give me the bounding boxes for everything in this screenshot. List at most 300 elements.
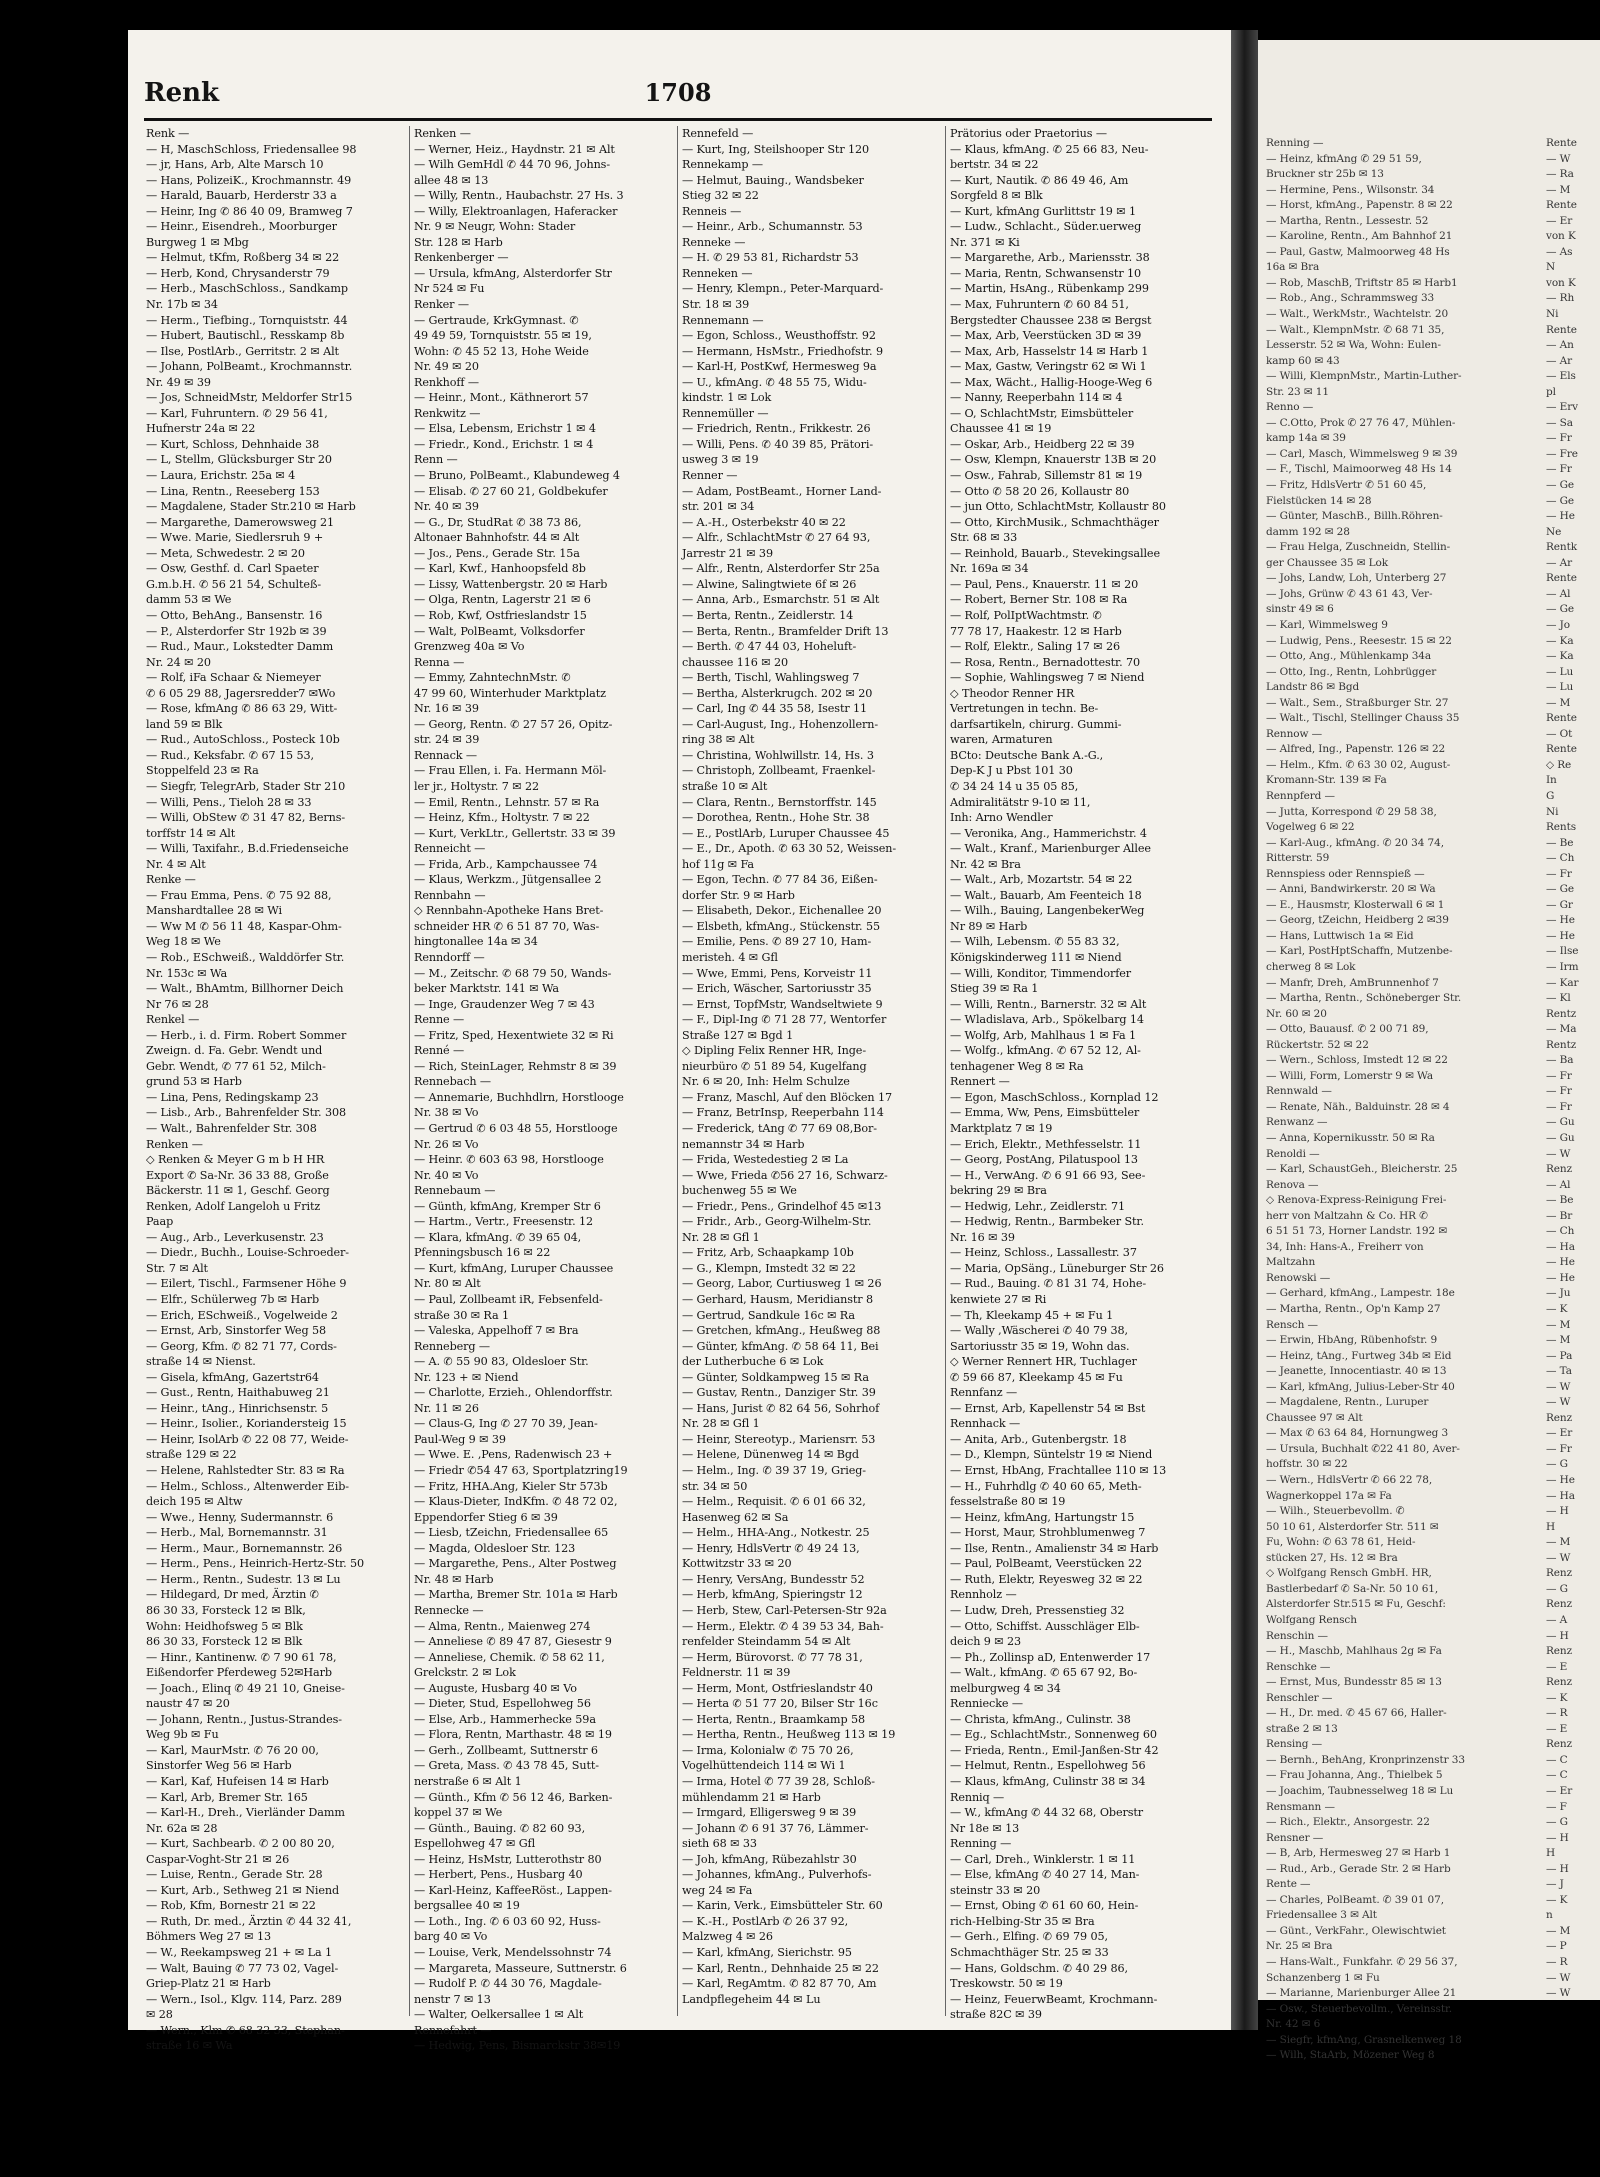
directory-entry: — Rudolf P. ✆ 44 30 76, Magdale- — [414, 1977, 602, 1991]
directory-entry: Rensmann — — [1266, 1800, 1335, 1813]
directory-entry: Nr. 40 ✉ 39 — [414, 500, 479, 514]
directory-entry: ◇ Re — [1546, 758, 1572, 771]
directory-entry: — Wern., HdlsVertr ✆ 66 22 78, — [1266, 1474, 1433, 1487]
directory-entry: — Nanny, Reeperbahn 114 ✉ 4 — [950, 391, 1123, 405]
directory-entry: ◇ Wolfgang Rensch GmbH. HR, — [1266, 1567, 1432, 1580]
directory-entry: — Claus-G, Ing ✆ 27 70 39, Jean- — [414, 1417, 598, 1431]
directory-entry: — Osw., Fahrab, Sillemstr 81 ✉ 19 — [950, 469, 1143, 483]
directory-entry: nemannstr 34 ✉ Harb — [682, 1137, 805, 1151]
directory-entry: — Ww M ✆ 56 11 48, Kaspar-Ohm- — [146, 919, 342, 933]
directory-entry: — W., Reekampsweg 21 + ✉ La 1 — [146, 1945, 333, 1959]
directory-entry: — Reinhold, Bauarb., Stevekingsallee — [950, 546, 1160, 560]
directory-entry: Paap — [146, 1215, 174, 1229]
directory-entry: — Laura, Erichstr. 25a ✉ 4 — [146, 469, 296, 483]
directory-entry: — Helm., HHA-Ang., Notkestr. 25 — [682, 1526, 870, 1540]
directory-entry: Treskowstr. 50 ✉ 19 — [950, 1977, 1063, 1991]
directory-entry: — Erwin, HbAng, Rübenhofstr. 9 — [1266, 1334, 1438, 1347]
directory-entry: — Ursula, kfmAng, Alsterdorfer Str — [414, 266, 612, 280]
directory-entry: nerstraße 6 ✉ Alt 1 — [414, 1774, 522, 1788]
directory-entry: — Ludwig, Pens., Reesestr. 15 ✉ 22 — [1266, 634, 1452, 647]
directory-entry: von K — [1546, 276, 1576, 289]
directory-entry: — Rolf, Elektr., Saling 17 ✉ 26 — [950, 640, 1121, 654]
directory-entry: G.m.b.H. ✆ 56 21 54, Schulteß- — [146, 577, 321, 591]
directory-entry: — Wwe. E. ,Pens, Radenwisch 23 + — [414, 1448, 613, 1462]
directory-entry: — Herta ✆ 51 77 20, Bilser Str 16c — [682, 1697, 878, 1711]
directory-entry: — Kar — [1546, 976, 1579, 989]
directory-entry: — Horst, Maur, Strohblumenweg 7 — [950, 1526, 1146, 1540]
directory-entry: — Kurt, Sachbearb. ✆ 2 00 80 20, — [146, 1837, 335, 1851]
directory-entry: — Ka — [1546, 634, 1574, 647]
directory-entry: — Walt., Sem., Straßburger Str. 27 — [1266, 696, 1449, 709]
directory-entry: — Ilse — [1546, 945, 1579, 958]
directory-entry: — Willi, ObStew ✆ 31 47 82, Berns- — [146, 811, 346, 825]
directory-entry: Stieg 39 ✉ Ra 1 — [950, 982, 1039, 996]
directory-entry: — Margarethe, Arb., Mariensstr. 38 — [950, 251, 1150, 265]
directory-entry: — Willy, Rentn., Haubachstr. 27 Hs. 3 — [414, 189, 624, 203]
directory-entry: — He — [1546, 929, 1575, 942]
directory-entry: Rensing — — [1266, 1738, 1323, 1751]
directory-entry: — Wilh., Bauing, LangenbekerWeg — [950, 904, 1145, 918]
directory-entry: — Ge — [1546, 883, 1575, 896]
directory-entry: — Günth., Bauing. ✆ 82 60 93, — [414, 1821, 586, 1835]
directory-entry: — Walt., Tischl, Stellinger Chauss 35 — [1266, 712, 1460, 725]
directory-entry: — Wwe. Marie, Siedlersruh 9 + — [146, 531, 324, 545]
directory-entry: — Elsa, Lebensm, Erichstr 1 ✉ 4 — [414, 422, 596, 436]
directory-entry: — Jeanette, Innocentiastr. 40 ✉ 13 — [1266, 1365, 1447, 1378]
directory-entry: Sinstorfer Weg 56 ✉ Harb — [146, 1759, 292, 1773]
directory-entry: — Helm., Requisit. ✆ 6 01 66 32, — [682, 1495, 866, 1509]
directory-entry: — Ruth, Elektr, Reyesweg 32 ✉ 22 — [950, 1572, 1143, 1586]
directory-entry: Admiralitätstr 9-10 ✉ 11, — [950, 795, 1091, 809]
directory-entry: Hufnerstr 24a ✉ 22 — [146, 422, 256, 436]
directory-entry: bekring 29 ✉ Bra — [950, 1184, 1047, 1198]
directory-entry: koppel 37 ✉ We — [414, 1806, 503, 1820]
directory-entry: — Walt., KlempnMstr. ✆ 68 71 35, — [1266, 323, 1445, 336]
directory-entry: — Frieda, Rentn., Emil-Janßen-Str 42 — [950, 1743, 1159, 1757]
directory-entry: straße 16 ✉ Wa — [146, 2039, 233, 2053]
facing-page-column-1 — [1262, 136, 1538, 2062]
directory-entry: Caspar-Voght-Str 21 ✉ 26 — [146, 1852, 290, 1866]
directory-entry: sinstr 49 ✉ 6 — [1266, 603, 1334, 616]
directory-entry: — Wilh., Steuerbevollm. ✆ — [1266, 1505, 1405, 1518]
directory-entry: — Herb., i. d. Firm. Robert Sommer — [146, 1028, 347, 1042]
directory-entry: — Dieter, Stud, Espellohweg 56 — [414, 1697, 591, 1711]
directory-entry: — Johannes, kfmAng., Pulverhofs- — [682, 1868, 872, 1882]
directory-entry: — Ernst, Arb, Sinstorfer Weg 58 — [146, 1324, 327, 1338]
directory-entry: In — [1546, 774, 1557, 787]
directory-entry: — Valeska, Appelhoff 7 ✉ Bra — [414, 1324, 579, 1338]
directory-entry: — Er — [1546, 1427, 1573, 1440]
directory-entry: — Jo — [1546, 618, 1570, 631]
directory-entry: — Rolf, iFa Schaar & Niemeyer — [146, 671, 321, 685]
directory-entry: land 59 ✉ Blk — [146, 717, 223, 731]
directory-entry: Bäckerstr. 11 ✉ 1, Geschf. Georg — [146, 1184, 330, 1198]
directory-entry: — Emmy, ZahntechnMstr. ✆ — [414, 671, 571, 685]
directory-entry: hoffstr. 30 ✉ 22 — [1266, 1458, 1348, 1471]
directory-entry: Renz — [1546, 1598, 1573, 1611]
directory-entry: — Carl, Masch, Wimmelsweg 9 ✉ 39 — [1266, 447, 1458, 460]
directory-entry: — Henry, Klempn., Peter-Marquard- — [682, 282, 884, 296]
directory-entry: Nr 18e ✉ 13 — [950, 1821, 1020, 1835]
directory-entry: Nr. 80 ✉ Alt — [414, 1277, 481, 1291]
directory-entry: Sorgfeld 8 ✉ Blk — [950, 189, 1043, 203]
directory-entry: — Willi, Taxifahr., B.d.Friedenseiche — [146, 842, 349, 856]
directory-entry: — Er — [1546, 214, 1573, 227]
directory-entry: — Dorothea, Rentn., Hohe Str. 38 — [682, 811, 870, 825]
directory-entry: — Hans, Luttwisch 1a ✉ Eid — [1266, 929, 1414, 942]
directory-entry: — Johs, Landw, Loh, Unterberg 27 — [1266, 572, 1447, 585]
directory-entry: Dep-K J u Pbst 101 30 — [950, 764, 1073, 778]
directory-entry: — Wern., Schloss, Imstedt 12 ✉ 22 — [1266, 1054, 1448, 1067]
directory-entry: — Helm., Kfm. ✆ 63 30 02, August- — [1266, 758, 1451, 771]
directory-entry: str. 34 ✉ 50 — [682, 1479, 748, 1493]
directory-entry: — Hermine, Pens., Wilsonstr. 34 — [1266, 183, 1435, 196]
directory-entry: — Aug., Arb., Leverkusenstr. 23 — [146, 1230, 324, 1244]
directory-entry: kenwiete 27 ✉ Ri — [950, 1293, 1047, 1307]
directory-entry: Nr 89 ✉ Harb — [950, 919, 1028, 933]
directory-entry: nenstr 7 ✉ 13 — [414, 1992, 491, 2006]
directory-entry: — Berta, Rentn., Zeidlerstr. 14 — [682, 608, 854, 622]
directory-entry: — H., VerwAng. ✆ 6 91 66 93, See- — [950, 1168, 1146, 1182]
directory-entry: — A. ✆ 55 90 83, Oldesloer Str. — [414, 1355, 589, 1369]
directory-entry: Prätorius oder Praetorius — — [950, 127, 1107, 140]
directory-entry: — Veronika, Ang., Hammerichstr. 4 — [950, 826, 1147, 840]
directory-entry: — Henry, HdlsVertr ✆ 49 24 13, — [682, 1541, 860, 1555]
directory-entry: — Er — [1546, 1784, 1573, 1797]
directory-entry: Rente — [1546, 712, 1577, 725]
directory-entry: — Wolfg., kfmAng. ✆ 67 52 12, Al- — [950, 1044, 1141, 1058]
directory-entry: — W — [1546, 1396, 1571, 1409]
directory-entry: Renschke — — [1266, 1660, 1331, 1673]
directory-entry: — Rob, Kfm, Bornestr 21 ✉ 22 — [146, 1899, 316, 1913]
directory-entry: — Rud., Keksfabr. ✆ 67 15 53, — [146, 748, 315, 762]
directory-entry: Rennemüller — — [682, 406, 769, 420]
directory-entry: — Günter, MaschB., Billh.Röhren- — [1266, 510, 1443, 523]
directory-entry: ◇ Renova-Express-Reinigung Frei- — [1266, 1194, 1447, 1207]
directory-entry: Pfenningsbusch 16 ✉ 22 — [414, 1246, 551, 1260]
directory-entry: — Gu — [1546, 1116, 1575, 1129]
directory-entry: — Rob, Kwf, Ostfrieslandstr 15 — [414, 608, 587, 622]
directory-entry: ✉ 28 — [146, 2008, 173, 2022]
directory-entry: — K — [1546, 1893, 1568, 1906]
directory-entry: — Alfr., SchlachtMstr ✆ 27 64 93, — [682, 531, 871, 545]
directory-entry: — Luise, Rentn., Gerade Str. 28 — [146, 1868, 323, 1882]
directory-entry: — Martha, Rentn., Schöneberger Str. — [1266, 992, 1462, 1005]
directory-entry: — Berth. ✆ 47 44 03, Hoheluft- — [682, 640, 857, 654]
directory-entry: — P — [1546, 1940, 1567, 1953]
directory-entry: — Otto, Ang., Mühlenkamp 34a — [1266, 650, 1432, 663]
directory-entry: — Ta — [1546, 1365, 1572, 1378]
directory-entry: — Al — [1546, 587, 1571, 600]
directory-entry: — R — [1546, 1955, 1568, 1968]
directory-entry: — Fr — [1546, 1069, 1572, 1082]
directory-entry: — Rolf, PolIptWachtmstr. ✆ — [950, 608, 1102, 622]
directory-entry: — C — [1546, 1769, 1568, 1782]
directory-entry: — Erich, ESchweiß., Vogelweide 2 — [146, 1308, 338, 1322]
directory-entry: Rennwald — — [1266, 1085, 1332, 1098]
directory-entry: — Christoph, Zollbeamt, Fraenkel- — [682, 764, 876, 778]
directory-entry: — Alfred, Ing., Papenstr. 126 ✉ 22 — [1266, 743, 1446, 756]
directory-entry: — Hans, Goldschm. ✆ 40 29 86, — [950, 1961, 1128, 1975]
directory-entry: — Jos., Pens., Gerade Str. 15a — [414, 546, 580, 560]
directory-entry: steinstr 33 ✉ 20 — [950, 1883, 1041, 1897]
directory-entry: — Ernst, HbAng, Frachtallee 110 ✉ 13 — [950, 1464, 1167, 1478]
directory-entry: — Liesb, tZeichn, Friedensallee 65 — [414, 1526, 609, 1540]
directory-entry: kamp 14a ✉ 39 — [1266, 432, 1346, 445]
directory-entry: — Adam, PostBeamt., Horner Land- — [682, 484, 882, 498]
directory-entry: — Ludw, Dreh, Pressenstieg 32 — [950, 1603, 1125, 1617]
directory-entry: — Osw, Klempn, Knauerstr 13B ✉ 20 — [950, 453, 1157, 467]
directory-entry: — Martha, Bremer Str. 101a ✉ Harb — [414, 1588, 618, 1602]
directory-entry: fesselstraße 80 ✉ 19 — [950, 1495, 1066, 1509]
directory-entry: — Christa, kfmAng., Culinstr. 38 — [950, 1712, 1131, 1726]
directory-entry: Nr. 62a ✉ 28 — [146, 1821, 218, 1835]
directory-entry: Zweign. d. Fa. Gebr. Wendt und — [146, 1044, 323, 1058]
directory-entry: beker Marktstr. 141 ✉ Wa — [414, 982, 559, 996]
directory-entry: Jarrestr 21 ✉ 39 — [682, 546, 773, 560]
directory-entry: — Flora, Rentn, Marthastr. 48 ✉ 19 — [414, 1728, 612, 1742]
directory-entry: — Ernst, TopfMstr, Wandseltwiete 9 — [682, 997, 883, 1011]
directory-entry: — Auguste, Husbarg 40 ✉ Vo — [414, 1681, 577, 1695]
directory-entry: — Hans-Walt., Funkfahr. ✆ 29 56 37, — [1266, 1955, 1458, 1968]
directory-entry: — Friedr ✆54 47 63, Sportplatzring19 — [414, 1464, 628, 1478]
directory-entry: Renndorff — — [414, 950, 485, 964]
directory-entry: — Gretchen, kfmAng., Heußweg 88 — [682, 1324, 881, 1338]
directory-entry: — Egon, Techn. ✆ 77 84 36, Eißen- — [682, 873, 878, 887]
directory-entry: — E., Dr., Apoth. ✆ 63 30 52, Weissen- — [682, 842, 897, 856]
directory-entry: hof 11g ✉ Fa — [682, 857, 754, 871]
directory-entry: herr von Maltzahn & Co. HR ✆ — [1266, 1209, 1428, 1222]
directory-entry: — Rich., Elektr., Ansorgestr. 22 — [1266, 1816, 1430, 1829]
directory-entry: Nr. 9 ✉ Neugr, Wohn: Stader — [414, 220, 576, 234]
directory-entry: barg 40 ✉ Vo — [414, 1930, 488, 1944]
directory-entry: — Herm., Rentn., Sudestr. 13 ✉ Lu — [146, 1572, 341, 1586]
directory-entry: — Kurt, VerkLtr., Gellertstr. 33 ✉ 39 — [414, 826, 616, 840]
directory-entry: — Rud., Maur., Lokstedter Damm — [146, 640, 334, 654]
directory-entry: — F., Dipl-Ing ✆ 71 28 77, Wentorfer — [682, 1013, 887, 1027]
directory-entry: — Kurt, kfmAng Gurlittstr 19 ✉ 1 — [950, 204, 1136, 218]
directory-entry: Renz — [1546, 1163, 1573, 1176]
directory-entry: Renné — — [414, 1044, 465, 1058]
directory-entry: — Helene, Rahlstedter Str. 83 ✉ Ra — [146, 1464, 345, 1478]
directory-entry: Renken, Adolf Langeloh u Fritz — [146, 1199, 321, 1213]
directory-entry: Chaussee 97 ✉ Alt — [1266, 1411, 1363, 1424]
directory-entry: — B, Arb, Hermesweg 27 ✉ Harb 1 — [1266, 1847, 1451, 1860]
directory-entry: — Robert, Berner Str. 108 ✉ Ra — [950, 593, 1128, 607]
directory-entry: Marktplatz 7 ✉ 19 — [950, 1122, 1053, 1135]
directory-entry: Rennfanz — — [950, 1386, 1018, 1400]
directory-entry: Str. 68 ✉ 33 — [950, 531, 1018, 545]
directory-entry: — Berth, Tischl, Wahlingsweg 7 — [682, 671, 860, 685]
directory-entry: deich 195 ✉ Altw — [146, 1495, 243, 1509]
directory-column-2 — [410, 126, 678, 2053]
directory-entry: — Friedrich, Rentn., Frikkestr. 26 — [682, 422, 871, 436]
directory-entry: — J — [1546, 1878, 1564, 1891]
directory-entry: — Günth, kfmAng, Kremper Str 6 — [414, 1199, 601, 1213]
directory-entry: — Heinr., tAng., Hinrichsenstr. 5 — [146, 1401, 329, 1415]
directory-entry: — Karl, Wimmelsweg 9 — [1266, 618, 1388, 631]
directory-entry: — Magdalene, Rentn., Luruper — [1266, 1396, 1429, 1409]
directory-entry: ✆ 59 66 87, Kleekamp 45 ✉ Fu — [950, 1370, 1123, 1384]
directory-entry: — Gertrud ✆ 6 03 48 55, Horstlooge — [414, 1122, 618, 1135]
directory-entry: — Ka — [1546, 650, 1574, 663]
directory-entry: — R — [1546, 1707, 1568, 1720]
directory-entry: — Friedr., Pens., Grindelhof 45 ✉13 — [682, 1199, 882, 1213]
directory-entry: — Otto, Bauausf. ✆ 2 00 71 89, — [1266, 1023, 1429, 1036]
directory-entry: — M — [1546, 183, 1571, 196]
directory-entry: 6 51 51 73, Horner Landstr. 192 ✉ — [1266, 1225, 1448, 1238]
directory-entry: — Maria, OpSäng., Lüneburger Str 26 — [950, 1261, 1164, 1275]
directory-entry: Fielstücken 14 ✉ 28 — [1266, 494, 1372, 507]
directory-entry: — Franz, BetrInsp, Reeperbahn 114 — [682, 1106, 884, 1120]
directory-entry: Renz — [1546, 1676, 1573, 1689]
directory-entry: — Karl, MaurMstr. ✆ 76 20 00, — [146, 1743, 319, 1757]
directory-entry: Nr. 49 ✉ 20 — [414, 360, 479, 374]
directory-entry: — W., kfmAng ✆ 44 32 68, Oberstr — [950, 1806, 1144, 1820]
directory-entry: Renkenberger — — [414, 251, 509, 265]
directory-entry: — Herb, Kond, Chrysanderstr 79 — [146, 266, 330, 280]
directory-entry: Landstr 86 ✉ Bgd — [1266, 681, 1360, 694]
directory-entry: — H., Dr. med. ✆ 45 67 66, Haller- — [1266, 1707, 1447, 1720]
directory-entry: hingtonallee 14a ✉ 34 — [414, 935, 538, 949]
directory-entry: — Heinz, tAng., Furtweg 34b ✉ Eid — [1266, 1349, 1452, 1362]
directory-entry: Rente — [1546, 743, 1577, 756]
directory-entry: — Herbert, Pens., Husbarg 40 — [414, 1868, 583, 1882]
directory-entry: — Wern., Klm ✆ 68 32 33, Stephan- — [146, 2023, 345, 2037]
directory-entry: N — [1546, 261, 1556, 274]
directory-entry: Vogelhüttendeich 114 ✉ Wi 1 — [682, 1759, 846, 1773]
directory-entry: — Willi, Konditor, Timmendorfer — [950, 966, 1132, 980]
directory-entry: — Heinz, Schloss., Lassallestr. 37 — [950, 1246, 1137, 1260]
directory-entry: Weg 18 ✉ We — [146, 935, 221, 949]
facing-page — [1258, 40, 1600, 2062]
directory-entry: — Elsbeth, kfmAng., Stückenstr. 55 — [682, 919, 881, 933]
directory-entry: — W — [1546, 1380, 1571, 1393]
directory-entry: — Herm., Tiefbing., Tornquiststr. 44 — [146, 313, 348, 327]
directory-entry: — Ch — [1546, 852, 1575, 865]
directory-entry: renfelder Steindamm 54 ✉ Alt — [682, 1635, 851, 1649]
directory-entry: Bastlerbedarf ✆ Sa-Nr. 50 10 61, — [1266, 1582, 1439, 1595]
directory-entry: Renz — [1546, 1567, 1573, 1580]
directory-entry: chaussee 116 ✉ 20 — [682, 655, 789, 669]
directory-entry: Malzweg 4 ✉ 26 — [682, 1930, 773, 1944]
directory-entry: Gebr. Wendt, ✆ 77 61 52, Milch- — [146, 1059, 326, 1073]
directory-entry: ◇ Rennbahn-Apotheke Hans Bret- — [414, 904, 604, 918]
directory-entry: Rente — [1546, 199, 1577, 212]
directory-entry: — D., Klempn, Süntelstr 19 ✉ Niend — [950, 1448, 1153, 1462]
directory-entry: — Willi, Form, Lomerstr 9 ✉ Wa — [1266, 1069, 1433, 1082]
book-spine-gutter — [1231, 30, 1258, 2030]
directory-entry: Renniq — — [950, 1790, 1005, 1804]
directory-entry: — Ursula, Buchhalt ✆22 41 80, Aver- — [1266, 1442, 1460, 1455]
directory-entry: — Irma, Hotel ✆ 77 39 28, Schloß- — [682, 1774, 875, 1788]
directory-entry: — Otto, Ing., Rentn, Lohbrügger — [1266, 665, 1437, 678]
directory-entry: — Jos, SchneidMstr, Meldorfer Str15 — [146, 391, 353, 405]
directory-entry: — As — [1546, 245, 1573, 258]
directory-entry: Str. 18 ✉ 39 — [682, 298, 750, 312]
directory-entry: — Paul, Zollbeamt iR, Febsenfeld- — [414, 1293, 603, 1307]
directory-entry: — Ba — [1546, 1054, 1574, 1067]
directory-entry: str. 24 ✉ 39 — [414, 733, 480, 747]
directory-entry: bertstr. 34 ✉ 22 — [950, 158, 1039, 172]
directory-entry: — Gr — [1546, 898, 1573, 911]
directory-entry: — Georg, Kfm. ✆ 82 71 77, Cords- — [146, 1339, 337, 1353]
directory-entry: — Wwe, Frieda ✆56 27 16, Schwarz- — [682, 1168, 888, 1182]
directory-entry: — Diedr., Buchh., Louise-Schroeder- — [146, 1246, 349, 1260]
directory-entry: — Fr — [1546, 432, 1572, 445]
directory-entry: — Georg, PostAng, Pilatuspool 13 — [950, 1153, 1138, 1167]
running-head: Renk — [144, 78, 220, 108]
directory-entry: — Hedwig, Rentn., Barmbeker Str. — [950, 1215, 1144, 1229]
directory-entry: — Gerhard, kfmAng., Lampestr. 18e — [1266, 1287, 1455, 1300]
directory-entry: — H. ✆ 29 53 81, Richardstr 53 — [682, 251, 859, 265]
directory-entry: Alsterdorfer Str.515 ✉ Fu, Geschf: — [1266, 1598, 1446, 1611]
directory-entry: Renkwitz — — [414, 406, 481, 420]
directory-entry: Lesserstr. 52 ✉ Wa, Wohn: Eulen- — [1266, 339, 1441, 352]
directory-entry: Bergstedter Chaussee 238 ✉ Bergst — [950, 313, 1152, 327]
directory-entry: Sartoriusstr 35 ✉ 19, Wohn das. — [950, 1339, 1130, 1353]
directory-entry: — An — [1546, 339, 1574, 352]
directory-entry: — Anni, Bandwirkerstr. 20 ✉ Wa — [1266, 883, 1436, 896]
directory-entry: — Karl-Aug., kfmAng. ✆ 20 34 74, — [1266, 836, 1444, 849]
directory-entry: usweg 3 ✉ 19 — [682, 453, 759, 467]
directory-entry: — Heinr, Stereotyp., Mariensrr. 53 — [682, 1432, 876, 1446]
directory-entry: — Ge — [1546, 603, 1575, 616]
directory-entry: — Joachim, Taubnesselweg 18 ✉ Lu — [1266, 1784, 1454, 1797]
directory-entry: — Pa — [1546, 1349, 1573, 1362]
directory-entry: Rents — [1546, 821, 1576, 834]
directory-entry: — Paul, PolBeamt, Veerstücken 22 — [950, 1557, 1142, 1571]
directory-entry: — Manfr, Dreh, AmBrunnenhof 7 — [1266, 976, 1439, 989]
directory-entry: — Max, Fuhruntern ✆ 60 84 51, — [950, 298, 1129, 312]
directory-entry: — H — [1546, 1505, 1569, 1518]
directory-entry: — C — [1546, 1753, 1568, 1766]
directory-entry: Renschler — — [1266, 1691, 1333, 1704]
directory-entry: Renneis — — [682, 204, 742, 218]
directory-entry: — Harald, Bauarb, Herderstr 33 a — [146, 189, 337, 203]
directory-entry: Rentz — [1546, 1038, 1577, 1051]
directory-entry: H — [1546, 1520, 1556, 1533]
directory-entry: Nr. 371 ✉ Ki — [950, 235, 1020, 249]
directory-entry: — Margareta, Masseure, Suttnerstr. 6 — [414, 1961, 627, 1975]
directory-entry: — jr, Hans, Arb, Alte Marsch 10 — [146, 158, 324, 172]
directory-entry: Rennholz — — [950, 1588, 1017, 1602]
directory-entry: Nr 524 ✉ Fu — [414, 282, 485, 296]
directory-entry: Grenzweg 40a ✉ Vo — [414, 640, 525, 654]
directory-entry: — Meta, Schwedestr. 2 ✉ 20 — [146, 546, 305, 560]
directory-entry: — Lina, Pens, Redingskamp 23 — [146, 1090, 319, 1104]
directory-entry: — Gustav, Rentn., Danziger Str. 39 — [682, 1386, 876, 1400]
directory-entry: — Ernst, Obing ✆ 61 60 60, Hein- — [950, 1899, 1139, 1913]
directory-entry: ring 38 ✉ Alt — [682, 733, 755, 747]
directory-entry: — Hans, PolizeiK., Krochmannstr. 49 — [146, 173, 352, 187]
directory-entry: — Anneliese, Chemik. ✆ 58 62 11, — [414, 1650, 605, 1664]
directory-entry: Nr 76 ✉ 28 — [146, 997, 209, 1011]
directory-entry: waren, Armaturen — [950, 733, 1053, 747]
directory-entry: — Herb., Mal, Bornemannstr. 31 — [146, 1526, 328, 1540]
directory-entry: meristeh. 4 ✉ Gfl — [682, 950, 778, 964]
directory-entry: — Werner, Heiz., Haydnstr. 21 ✉ Alt — [414, 142, 615, 156]
directory-entry: — Rosa, Rentn., Bernadottestr. 70 — [950, 655, 1141, 669]
directory-entry: Rennebaum — — [414, 1184, 496, 1198]
directory-entry: — Henry, VersAng, Bundesstr 52 — [682, 1572, 865, 1586]
directory-entry: — Joach., Elinq ✆ 49 21 10, Gneise- — [146, 1681, 345, 1695]
directory-entry: — Gerh., Elfing. ✆ 69 79 05, — [950, 1930, 1108, 1944]
directory-entry: nieurbüro ✆ 51 89 54, Kugelfang — [682, 1059, 867, 1073]
directory-entry: — Ludw., Schlacht., Süder.uerweg — [950, 220, 1142, 234]
directory-entry: — Rob., ESchweiß., Walddörfer Str. — [146, 950, 345, 964]
directory-entry: — Anneliese ✆ 89 47 87, Giesestr 9 — [414, 1635, 612, 1649]
